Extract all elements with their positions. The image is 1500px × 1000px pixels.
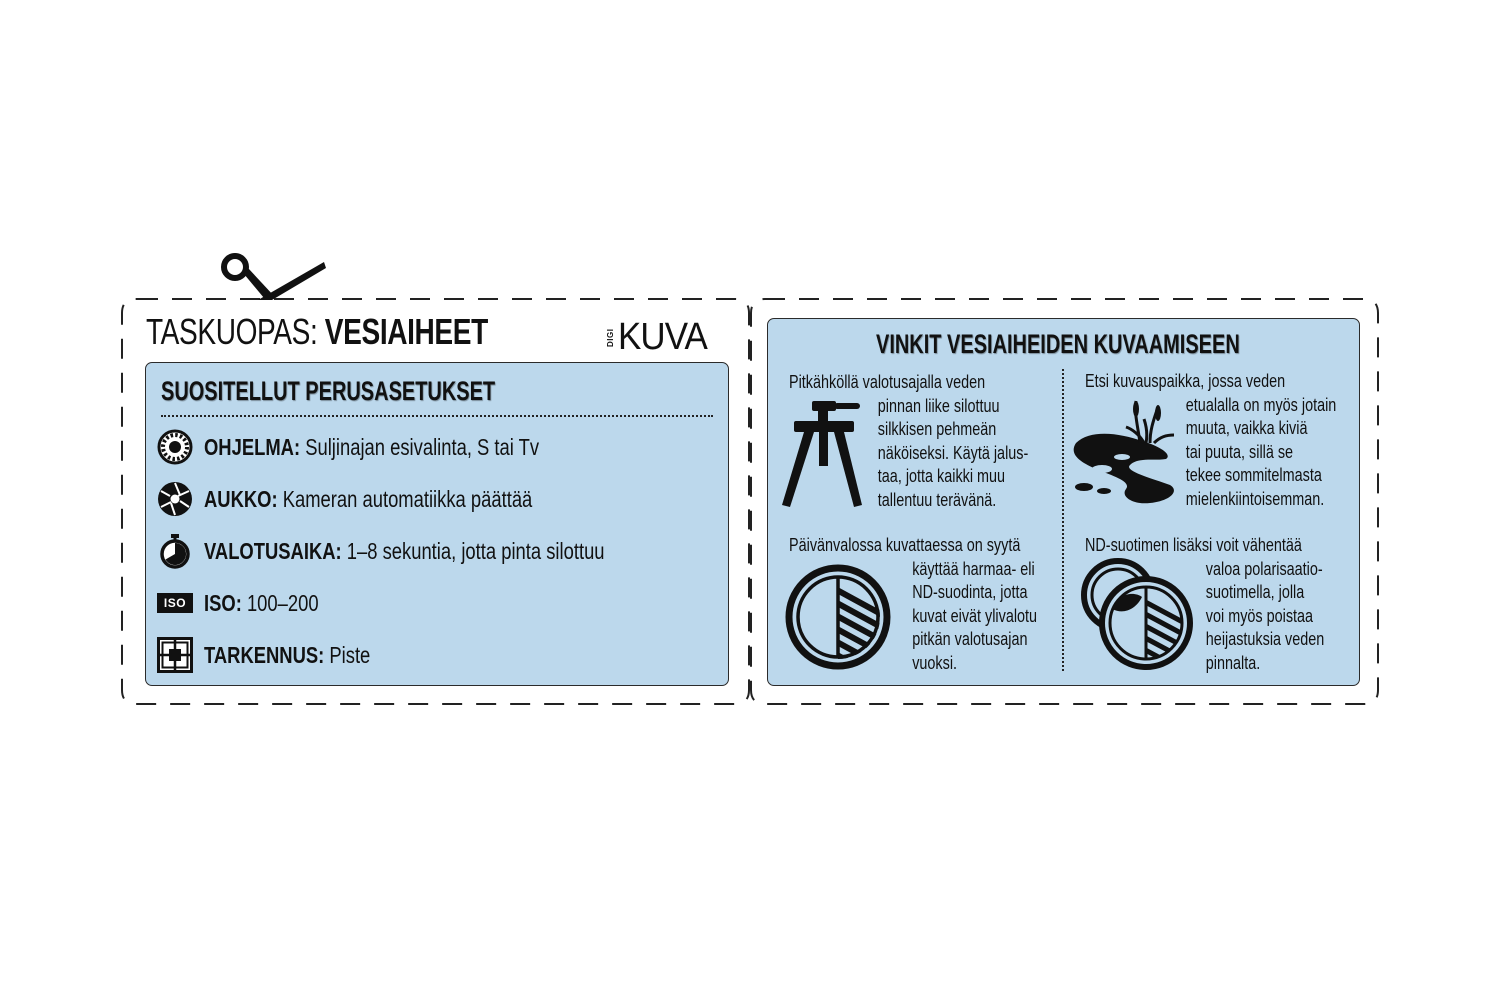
setting-row-exposure: [157, 533, 705, 569]
tip-line: ND-suotimen lisäksi voit vähentää: [1085, 535, 1302, 555]
tip-line: vuoksi.: [912, 652, 958, 673]
scissors-icon: [218, 250, 330, 304]
tip-line: silkkisen pehmeän: [877, 419, 997, 439]
setting-value: Suljinajan esivalinta, S tai Tv: [305, 433, 540, 460]
tip-line: tai puuta, sillä se: [1185, 441, 1294, 462]
setting-value: Kameran automatiikka päättää: [282, 485, 533, 512]
logo-small-text: DIGI: [606, 328, 615, 348]
setting-label: ISO:: [204, 589, 242, 616]
setting-row-focus: [157, 637, 412, 673]
tip-line: Pitkähköllä valotusajalla veden: [789, 372, 986, 392]
title-topic: VESIAIHEET: [324, 311, 488, 352]
tips-heading: VINKIT VESIAIHEIDEN KUVAAMISEEN: [876, 329, 1240, 359]
tip-1-text: [789, 371, 1028, 512]
setting-label: TARKENNUS:: [204, 641, 325, 668]
tip-line: kuvat eivät ylivalotu: [912, 605, 1038, 626]
tip-line: muuta, vaikka kiviä: [1185, 418, 1308, 438]
tips-panel: [767, 318, 1360, 686]
page-title: [146, 312, 488, 352]
setting-label: OHJELMA:: [204, 433, 301, 460]
aperture-icon: [157, 481, 193, 517]
tip-line: pitkän valotusajan: [912, 629, 1028, 649]
setting-row-program: [157, 429, 623, 465]
iso-icon: [157, 585, 193, 621]
tip-line: taa, jotta kaikki muu: [877, 466, 1006, 486]
tip-4-text: [1085, 534, 1324, 675]
setting-label: VALOTUSAIKA:: [204, 537, 342, 564]
tip-line: etualalla on myös jotain: [1185, 394, 1337, 415]
mode-dial-icon: [157, 429, 193, 465]
iso-badge: ISO: [157, 593, 193, 613]
tip-3-text: [789, 534, 1037, 675]
tip-line: voi myös poistaa: [1205, 605, 1314, 626]
focus-point-icon: [157, 637, 193, 673]
tip-line: tekee sommitelmasta: [1185, 465, 1322, 485]
setting-row-aperture: [157, 481, 614, 517]
settings-panel: [145, 362, 729, 686]
setting-value: Piste: [329, 641, 371, 668]
tip-line: Päivänvalossa kuvattaessa on syytä: [789, 535, 1021, 555]
tip-line: valoa polarisaatio-: [1205, 558, 1323, 579]
tip-line: heijastuksia veden: [1205, 629, 1325, 649]
tip-line: Etsi kuvauspaikka, jossa veden: [1085, 371, 1286, 391]
setting-value: 1–8 sekuntia, jotta pinta silottuu: [346, 537, 605, 564]
logo-main-text: KUVA: [618, 316, 707, 358]
heading-divider: [161, 415, 713, 417]
setting-label: AUKKO:: [204, 485, 278, 512]
tip-line: pinnan liike silottuu: [877, 395, 1000, 416]
tips-column-divider: [1062, 369, 1064, 671]
tip-2-text: [1085, 370, 1336, 511]
tip-line: näköiseksi. Käytä jalus-: [877, 442, 1029, 463]
tip-line: pinnalta.: [1205, 652, 1261, 673]
tip-line: suotimella, jolla: [1205, 582, 1305, 602]
tip-line: käyttää harmaa- eli: [912, 558, 1035, 579]
tip-line: mielenkiintoisemman.: [1185, 488, 1325, 509]
tip-line: tallentuu terävänä.: [877, 489, 997, 510]
title-prefix: TASKUOPAS:: [146, 311, 318, 352]
stopwatch-icon: [157, 533, 193, 569]
settings-heading: SUOSITELLUT PERUSASETUKSET: [161, 376, 496, 406]
digikuva-logo: [606, 314, 715, 358]
tip-line: ND-suodinta, jotta: [912, 582, 1028, 602]
setting-row-iso: [157, 585, 347, 621]
setting-value: 100–200: [246, 589, 319, 616]
